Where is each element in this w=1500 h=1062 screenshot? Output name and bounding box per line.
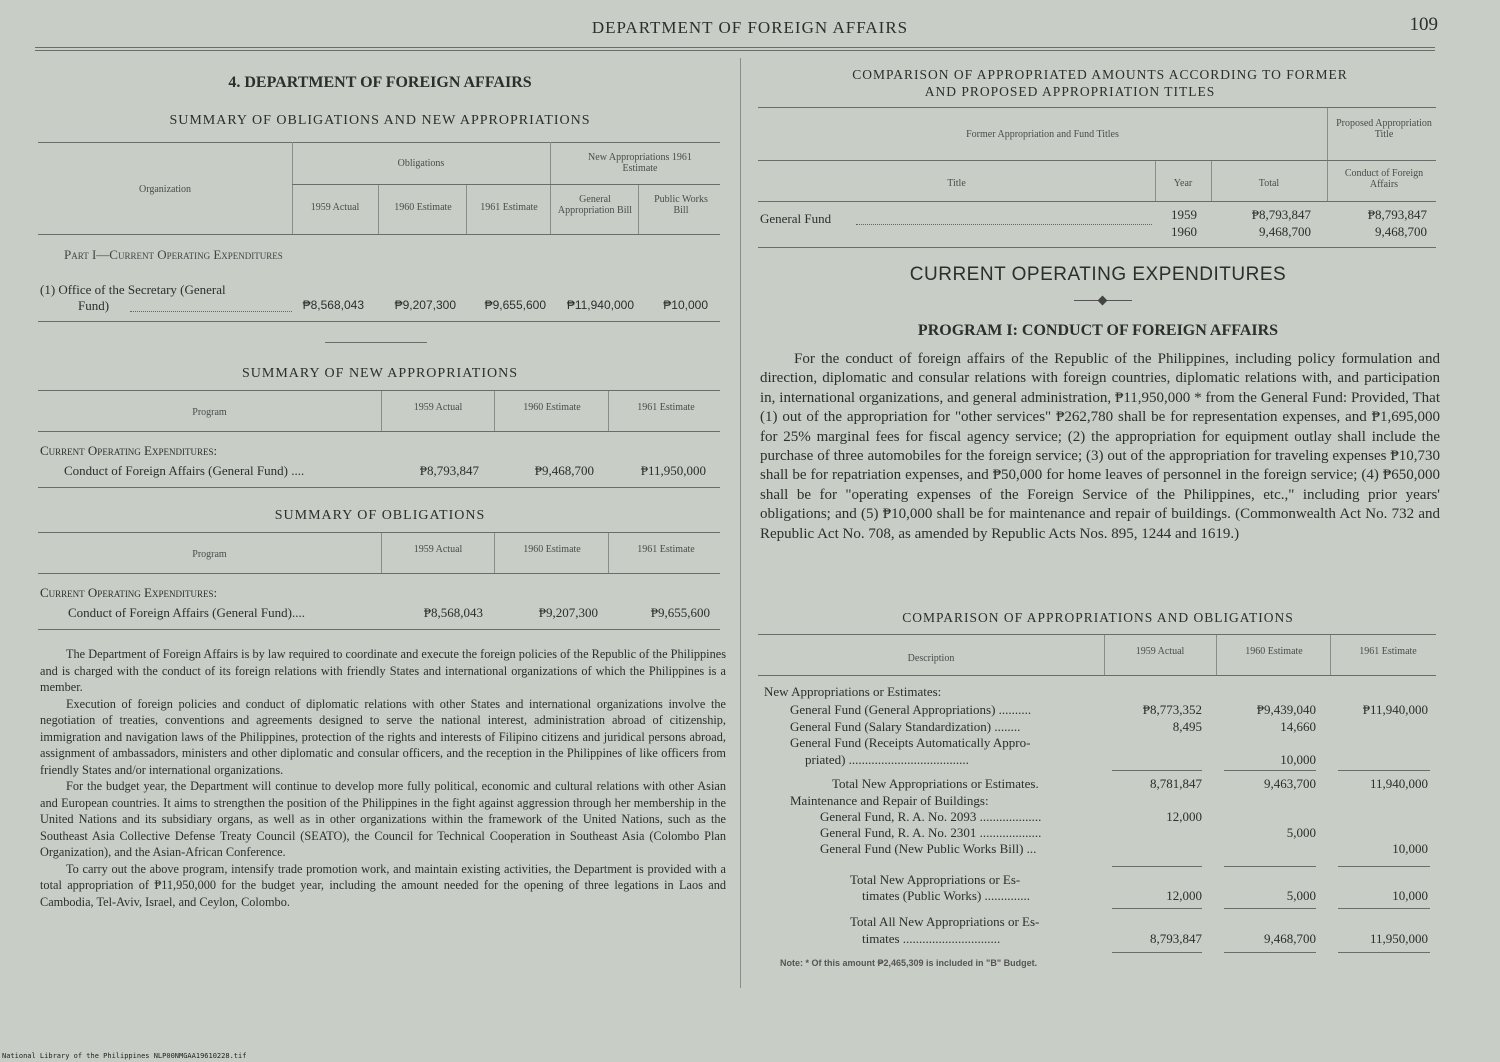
year-1959: 1959: [1171, 207, 1197, 222]
col-header-public-works: Public Works Bill: [654, 194, 708, 216]
col-header-1959: 1959 Actual: [310, 202, 360, 213]
total-rule: [1338, 866, 1430, 867]
comparison-value: 9,468,700: [1264, 931, 1316, 946]
total-1960: 9,468,700: [1259, 224, 1311, 239]
table-rule: [608, 391, 609, 431]
comparison-value: 5,000: [1286, 825, 1316, 840]
footnote: Note: * Of this amount ₱2,465,309 is included in "B" Budget.: [780, 958, 1038, 968]
header-rule-2: [35, 50, 1435, 51]
comparison-value: 11,940,000: [1369, 776, 1428, 791]
table-rule: [1216, 635, 1217, 675]
row-label-general-fund: General Fund: [760, 211, 832, 226]
table-rule: [38, 142, 720, 143]
col-header-obligations: Obligations: [397, 158, 445, 169]
table-rule: [758, 201, 1436, 202]
value-1961: ₱9,655,600: [484, 298, 546, 312]
summary2-caption: SUMMARY OF NEW APPROPRIATIONS: [241, 366, 518, 381]
table-rule: [381, 533, 382, 573]
comparison-row-label: timates (Public Works) ..............: [862, 888, 1031, 903]
total-1959: ₱8,793,847: [1251, 207, 1311, 222]
table-rule: [758, 160, 1436, 161]
col-header-program: Program: [192, 407, 227, 418]
col-header-1960: 1960 Estimate: [523, 402, 581, 413]
comparison-value: 12,000: [1166, 809, 1202, 824]
col-header-1960: 1960 Estimate: [394, 202, 452, 213]
leader-dots: [130, 311, 292, 312]
conduct-1960: 9,468,700: [1375, 224, 1427, 239]
comparison-value: 11,950,000: [1369, 931, 1428, 946]
comparison-value: 10,000: [1392, 841, 1428, 856]
comparison-row-label: General Fund (Salary Standardization) ........: [790, 719, 1021, 734]
comparison-value: 10,000: [1392, 888, 1428, 903]
total-rule: [1112, 866, 1202, 867]
table-rule: [638, 185, 639, 234]
comparison-caption: COMPARISON OF APPROPRIATIONS AND OBLIGATIONS: [902, 610, 1294, 625]
table-rule: [758, 247, 1436, 248]
table-rule: [608, 533, 609, 573]
titles-caption-2: AND PROPOSED APPROPRIATION TITLES: [924, 84, 1216, 99]
program-title: PROGRAM I: CONDUCT OF FOREIGN AFFAIRS: [917, 322, 1279, 339]
col-header-1960: 1960 Estimate: [523, 544, 581, 555]
section-label: Current Operating Expenditures:: [40, 585, 218, 600]
comparison-value: 8,781,847: [1150, 776, 1202, 791]
row-label-office: (1) Office of the Secretary (General: [40, 282, 226, 297]
narrative-paragraph: The Department of Foreign Affairs is by law required to coordinate and execute the foreign policies of the Republic of the Philippines and is charged with the conduct of its foreign relations with friendly States and international organizations of which the Philippines is a member.: [40, 647, 726, 694]
row-label-conduct: Conduct of Foreign Affairs (General Fund) ....: [64, 463, 305, 478]
value-public: ₱10,000: [663, 298, 708, 312]
table-rule: [1104, 635, 1105, 675]
table-rule: [38, 532, 720, 533]
value-1961: ₱9,655,600: [650, 605, 710, 620]
comparison-value: ₱11,940,000: [1362, 702, 1428, 717]
part-heading: Part I—Current Operating Expenditures: [64, 247, 283, 262]
comparison-value: ₱9,439,040: [1256, 702, 1316, 717]
scan-footer: National Library of the Philippines NLP00NMGAA19610228.tif: [2, 1052, 247, 1060]
col-header-total: Total: [1258, 178, 1280, 189]
comparison-value: 10,000: [1280, 752, 1316, 767]
value-1959: ₱8,793,847: [419, 463, 479, 478]
col-header-1961: 1961 Estimate: [637, 544, 695, 555]
table-rule: [38, 431, 720, 432]
conduct-1959: ₱8,793,847: [1367, 207, 1427, 222]
page-number: 109: [1409, 14, 1438, 35]
table-rule: [550, 142, 551, 234]
table-rule: [494, 533, 495, 573]
total-rule: [1224, 866, 1316, 867]
comparison-row-label: timates ..............................: [862, 931, 1001, 946]
total-rule: [1338, 952, 1430, 953]
col-header-1961: 1961 Estimate: [637, 402, 695, 413]
table-rule: [38, 234, 720, 235]
comparison-row-label: priated) .....................................: [805, 752, 969, 767]
value-1960: ₱9,207,300: [394, 298, 456, 312]
narrative: [40, 646, 726, 910]
col-header-conduct: Conduct of Foreign Affairs: [1344, 168, 1424, 190]
table-rule: [1327, 108, 1328, 201]
col-header-organization: Organization: [138, 184, 192, 195]
comparison-row-label: General Fund, R. A. No. 2093 ...................: [820, 809, 1042, 824]
table-rule: [38, 629, 720, 630]
current-expenditures-heading: CURRENT OPERATING EXPENDITURES: [909, 264, 1287, 285]
summary3-caption: SUMMARY OF OBLIGATIONS: [274, 508, 486, 523]
col-header-new-appropriations: New Appropriations 1961 Estimate: [588, 152, 692, 174]
total-rule: [1338, 770, 1430, 771]
table-rule: [38, 573, 720, 574]
value-1959: ₱8,568,043: [302, 298, 364, 312]
comparison-value: 14,660: [1280, 719, 1316, 734]
comparison-value: 5,000: [1286, 888, 1316, 903]
col-header-general-appropriation: General Appropriation Bill: [557, 194, 633, 216]
value-1960: ₱9,468,700: [534, 463, 594, 478]
diamond-ornament-icon: [1098, 296, 1108, 306]
comparison-value: 9,463,700: [1264, 776, 1316, 791]
separator-rule: [325, 342, 427, 343]
total-rule: [1224, 770, 1316, 771]
table-rule: [381, 391, 382, 431]
value-1960: ₱9,207,300: [538, 605, 598, 620]
table-rule: [38, 321, 720, 322]
comparison-value: 12,000: [1166, 888, 1202, 903]
table-rule: [494, 391, 495, 431]
comparison-value: 8,495: [1172, 719, 1202, 734]
comparison-row-label: General Fund, R. A. No. 2301 ...................: [820, 825, 1042, 840]
leader-dots: [856, 224, 1152, 225]
total-rule: [1112, 770, 1202, 771]
total-rule: [1112, 908, 1202, 909]
table-rule: [38, 487, 720, 488]
col-header-1961: 1961 Estimate: [480, 202, 538, 213]
col-header-1960: 1960 Estimate: [1245, 646, 1303, 657]
value-1959: ₱8,568,043: [423, 605, 483, 620]
program-paragraph: For the conduct of foreign affairs of the Republic of the Philippines, including policy formulation and direction, diplomatic and consular relations with foreign countries, diplomatic relations with, and participation in, international organizations, and general administration, ₱11,950,000 * from the General Fund: Provided, That (1) out of the appropriation for "other services" ₱262,780 shall be for representation expenses, and ₱1,695,000 for 25% marginal fees for fiscal agency service; (2) the appropriation for equipment outlay shall include the purchase of three automobiles for the foreign service; (3) out of the appropriation for traveling expenses ₱10,730 shall be for repatriation expenses, and ₱50,000 for home leaves of personnel in the foreign service; (4) ₱650,000 shall be for "operating expenses of the Foreign Service of the Philippines, etc.," including prior years' obligations; and (5) ₱10,000 shall be for maintenance and repair of buildings. (Commonwealth Act No. 732 and Republic Act No. 708, as amended by Republic Acts Nos. 895, 1244 and 1619.): [760, 351, 1440, 542]
col-header-description: Description: [907, 653, 955, 664]
section-title: 4. DEPARTMENT OF FOREIGN AFFAIRS: [228, 74, 532, 91]
comparison-row-label: General Fund (General Appropriations) ..........: [790, 702, 1032, 717]
summary1-caption: SUMMARY OF OBLIGATIONS AND NEW APPROPRIATIONS: [169, 113, 591, 128]
comparison-row-label: General Fund (New Public Works Bill) ...: [820, 841, 1037, 856]
program-description: [760, 350, 1440, 544]
comparison-row-label: Total New Appropriations or Estimates.: [832, 776, 1039, 791]
column-divider: [740, 58, 741, 988]
running-header: DEPARTMENT OF FOREIGN AFFAIRS: [591, 18, 909, 37]
col-header-former-titles: Former Appropriation and Fund Titles: [966, 129, 1119, 140]
comparison-value: ₱8,773,352: [1142, 702, 1202, 717]
total-rule: [1224, 952, 1316, 953]
col-header-1959: 1959 Actual: [413, 544, 463, 555]
total-rule: [1224, 908, 1316, 909]
value-general: ₱11,940,000: [566, 298, 634, 312]
year-1960: 1960: [1171, 224, 1197, 239]
table-rule: [1330, 635, 1331, 675]
section-label: Current Operating Expenditures:: [40, 443, 218, 458]
comparison-row-label: Maintenance and Repair of Buildings:: [790, 793, 989, 808]
narrative-paragraph: For the budget year, the Department will continue to develop more fully political, economic and cultural relations with other Asian and European countries. It aims to strengthen the position of the Philippines in the fight against aggression through her membership in the United Nations and its subsidiary organs, as well as in other organizations within the framework of the United Nations, such as the Southeast Asia Collective Defense Treaty Council (SEATO), the Council for Technical Cooperation in Southeast Asia (Colombo Plan Organization), and the Asian-African Conference.: [40, 779, 726, 859]
comparison-row-label: General Fund (Receipts Automatically Appro-: [790, 735, 1031, 750]
col-header-title: Title: [947, 178, 966, 189]
row-label-conduct: Conduct of Foreign Affairs (General Fund)....: [68, 605, 305, 620]
narrative-paragraph: To carry out the above program, intensify trade promotion work, and maintain existing activities, the Department is provided with a total appropriation of ₱11,950,000 for the budget year, including the amount needed for the opening of three legations in Laos and Cambodia, Tel-Aviv, Israel, and Ceylon, Colombo.: [40, 861, 726, 909]
value-1961: ₱11,950,000: [640, 463, 706, 478]
table-rule: [292, 142, 293, 234]
col-header-1959: 1959 Actual: [1135, 646, 1185, 657]
titles-caption-1: COMPARISON OF APPROPRIATED AMOUNTS ACCORDING TO FORMER: [852, 67, 1348, 82]
table-rule: [466, 185, 467, 234]
comparison-row-label: Total All New Appropriations or Es-: [850, 914, 1040, 929]
col-header-program: Program: [192, 549, 227, 560]
table-rule: [758, 675, 1436, 676]
table-rule: [292, 184, 720, 185]
total-rule: [1112, 952, 1202, 953]
total-rule: [1338, 908, 1430, 909]
comparison-row-label: New Appropriations or Estimates:: [764, 684, 942, 699]
row-label-office-cont: Fund): [78, 298, 110, 313]
table-rule: [758, 634, 1436, 635]
col-header-proposed: Proposed Appropriation Title: [1336, 118, 1432, 140]
comparison-row-label: Total New Appropriations or Es-: [850, 872, 1021, 887]
narrative-paragraph: Execution of foreign policies and conduct of diplomatic relations with other States and international organizations involve the negotiation of treaties, conventions and agreements designed to serve the national interest, administration abroad of citizenship, immigration and navigation laws of the Philippines, protection of the rights and interests of Filipino citizens and juridical persons abroad, assignment of ambassadors, ministers and other diplomatic and consular officers, and the reception in the Philippines of like officers from friendly States and/or international organizations.: [40, 696, 726, 777]
col-header-1961: 1961 Estimate: [1359, 646, 1417, 657]
col-header-1959: 1959 Actual: [413, 402, 463, 413]
table-rule: [38, 390, 720, 391]
table-rule: [758, 107, 1436, 108]
col-header-year: Year: [1173, 178, 1193, 189]
comparison-value: 8,793,847: [1150, 931, 1202, 946]
header-rule: [35, 47, 1435, 48]
table-rule: [378, 185, 379, 234]
